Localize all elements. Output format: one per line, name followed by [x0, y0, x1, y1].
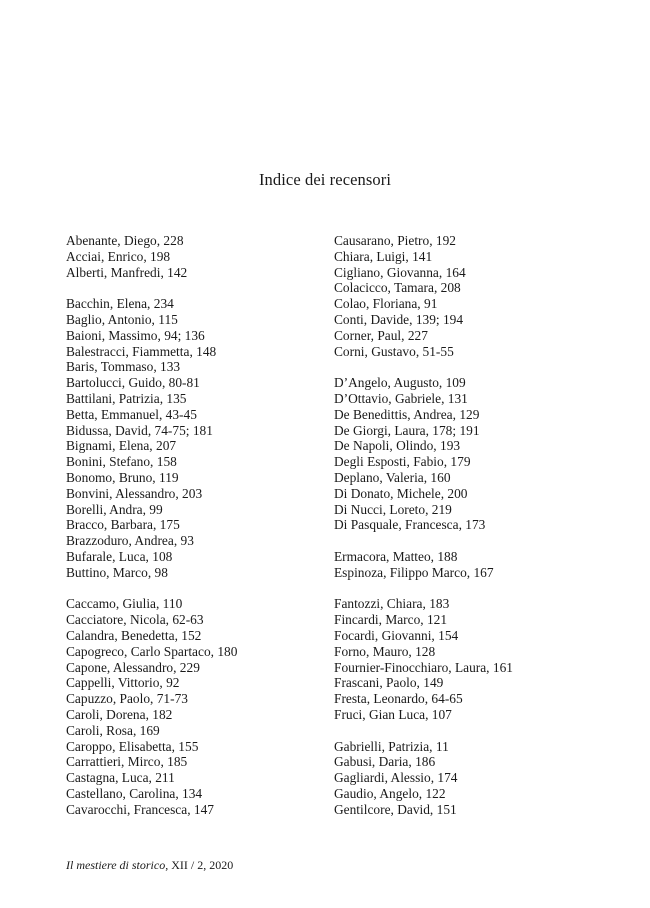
index-entry: Bidussa, David, 74-75; 181: [66, 422, 213, 438]
footer-journal-title: Il mestiere di storico: [66, 858, 166, 872]
index-entry: Fournier-Finocchiaro, Laura, 161: [334, 659, 513, 675]
index-entry: Colacicco, Tamara, 208: [334, 280, 461, 296]
index-entry: Focardi, Giovanni, 154: [334, 627, 459, 643]
index-entry: Di Pasquale, Francesca, 173: [334, 517, 486, 533]
index-column-right: [334, 233, 584, 833]
index-letter-group: [66, 296, 316, 580]
index-entry: Chiara, Luigi, 141: [334, 248, 433, 264]
index-entry: Betta, Emmanuel, 43-45: [66, 406, 197, 422]
index-entry: Brazzoduro, Andrea, 93: [66, 533, 194, 549]
index-entry: Capogreco, Carlo Spartaco, 180: [66, 643, 238, 659]
index-entry: Degli Esposti, Fabio, 179: [334, 454, 471, 470]
index-entry: Frascani, Paolo, 149: [334, 675, 444, 691]
index-entry: Fresta, Leonardo, 64-65: [334, 691, 463, 707]
index-entry: Baioni, Massimo, 94; 136: [66, 327, 205, 343]
index-entry: Colao, Floriana, 91: [334, 296, 438, 312]
index-entry: Gabrielli, Patrizia, 11: [334, 738, 449, 754]
index-entry: Deplano, Valeria, 160: [334, 469, 451, 485]
index-entry: Battilani, Patrizia, 135: [66, 390, 187, 406]
index-entry: Caroppo, Elisabetta, 155: [66, 738, 199, 754]
index-entry: Calandra, Benedetta, 152: [66, 627, 202, 643]
index-entry: Fruci, Gian Luca, 107: [334, 706, 452, 722]
index-entry: Gagliardi, Alessio, 174: [334, 770, 458, 786]
index-entry: Ermacora, Matteo, 188: [334, 548, 458, 564]
index-entry: Caroli, Dorena, 182: [66, 706, 173, 722]
index-entry: Bignami, Elena, 207: [66, 438, 177, 454]
index-entry: Bonini, Stefano, 158: [66, 454, 177, 470]
index-entry: Castagna, Luca, 211: [66, 770, 175, 786]
index-column-left: [66, 233, 316, 833]
index-entry: Bonvini, Alessandro, 203: [66, 485, 203, 501]
index-letter-group: [334, 549, 584, 581]
index-entry: Carrattieri, Mirco, 185: [66, 754, 188, 770]
index-entry: Causarano, Pietro, 192: [334, 233, 456, 248]
index-letter-group: [334, 739, 584, 818]
index-letter-group: [334, 233, 584, 359]
index-entry: Fantozzi, Chiara, 183: [334, 596, 450, 612]
index-entry: Cappelli, Vittorio, 92: [66, 675, 180, 691]
index-entry: Capuzzo, Paolo, 71-73: [66, 691, 188, 707]
index-entry: Baglio, Antonio, 115: [66, 311, 178, 327]
index-entry: Bufarale, Luca, 108: [66, 548, 173, 564]
index-entry: De Giorgi, Laura, 178; 191: [334, 422, 480, 438]
index-entry: Cigliano, Giovanna, 164: [334, 264, 466, 280]
index-letter-group: [66, 596, 316, 817]
index-entry: Bartolucci, Guido, 80-81: [66, 375, 200, 391]
index-entry: Abenante, Diego, 228: [66, 233, 184, 248]
index-entry: Castellano, Carolina, 134: [66, 785, 203, 801]
index-entry: Bonomo, Bruno, 119: [66, 469, 179, 485]
index-entry: Conti, Davide, 139; 194: [334, 311, 464, 327]
index-entry: Espinoza, Filippo Marco, 167: [334, 564, 494, 580]
page-footer: [66, 858, 233, 873]
index-entry: Bracco, Barbara, 175: [66, 517, 180, 533]
index-entry: Gentilcore, David, 151: [334, 801, 457, 817]
index-entry: Acciai, Enrico, 198: [66, 248, 171, 264]
index-entry: Caroli, Rosa, 169: [66, 722, 160, 738]
index-entry: Corni, Gustavo, 51-55: [334, 343, 454, 359]
index-entry: Corner, Paul, 227: [334, 327, 428, 343]
index-entry: Balestracci, Fiammetta, 148: [66, 343, 217, 359]
index-entry: Borelli, Andra, 99: [66, 501, 163, 517]
index-entry: Bacchin, Elena, 234: [66, 296, 174, 312]
index-entry: D’Angelo, Augusto, 109: [334, 375, 466, 391]
index-entry: Di Nucci, Loreto, 219: [334, 501, 452, 517]
index-entry: Caccamo, Giulia, 110: [66, 596, 183, 612]
index-entry: Cacciatore, Nicola, 62-63: [66, 612, 204, 628]
index-entry: De Benedittis, Andrea, 129: [334, 406, 480, 422]
index-entry: Buttino, Marco, 98: [66, 564, 168, 580]
index-entry: Capone, Alessandro, 229: [66, 659, 200, 675]
index-entry: Gaudio, Angelo, 122: [334, 785, 446, 801]
index-letter-group: [334, 596, 584, 722]
index-entry: Baris, Tommaso, 133: [66, 359, 181, 375]
index-entry: Alberti, Manfredi, 142: [66, 264, 188, 280]
index-entry: Forno, Mauro, 128: [334, 643, 436, 659]
page-title: Indice dei recensori: [258, 170, 392, 189]
footer-issue: , XII / 2, 2020: [165, 858, 234, 872]
index-entry: Gabusi, Daria, 186: [334, 754, 436, 770]
index-entry: Cavarocchi, Francesca, 147: [66, 801, 214, 817]
index-entry: De Napoli, Olindo, 193: [334, 438, 461, 454]
index-letter-group: [66, 233, 316, 280]
index-entry: Di Donato, Michele, 200: [334, 485, 468, 501]
index-letter-group: [334, 375, 584, 533]
index-entry: Fincardi, Marco, 121: [334, 612, 448, 628]
index-entry: D’Ottavio, Gabriele, 131: [334, 390, 468, 406]
